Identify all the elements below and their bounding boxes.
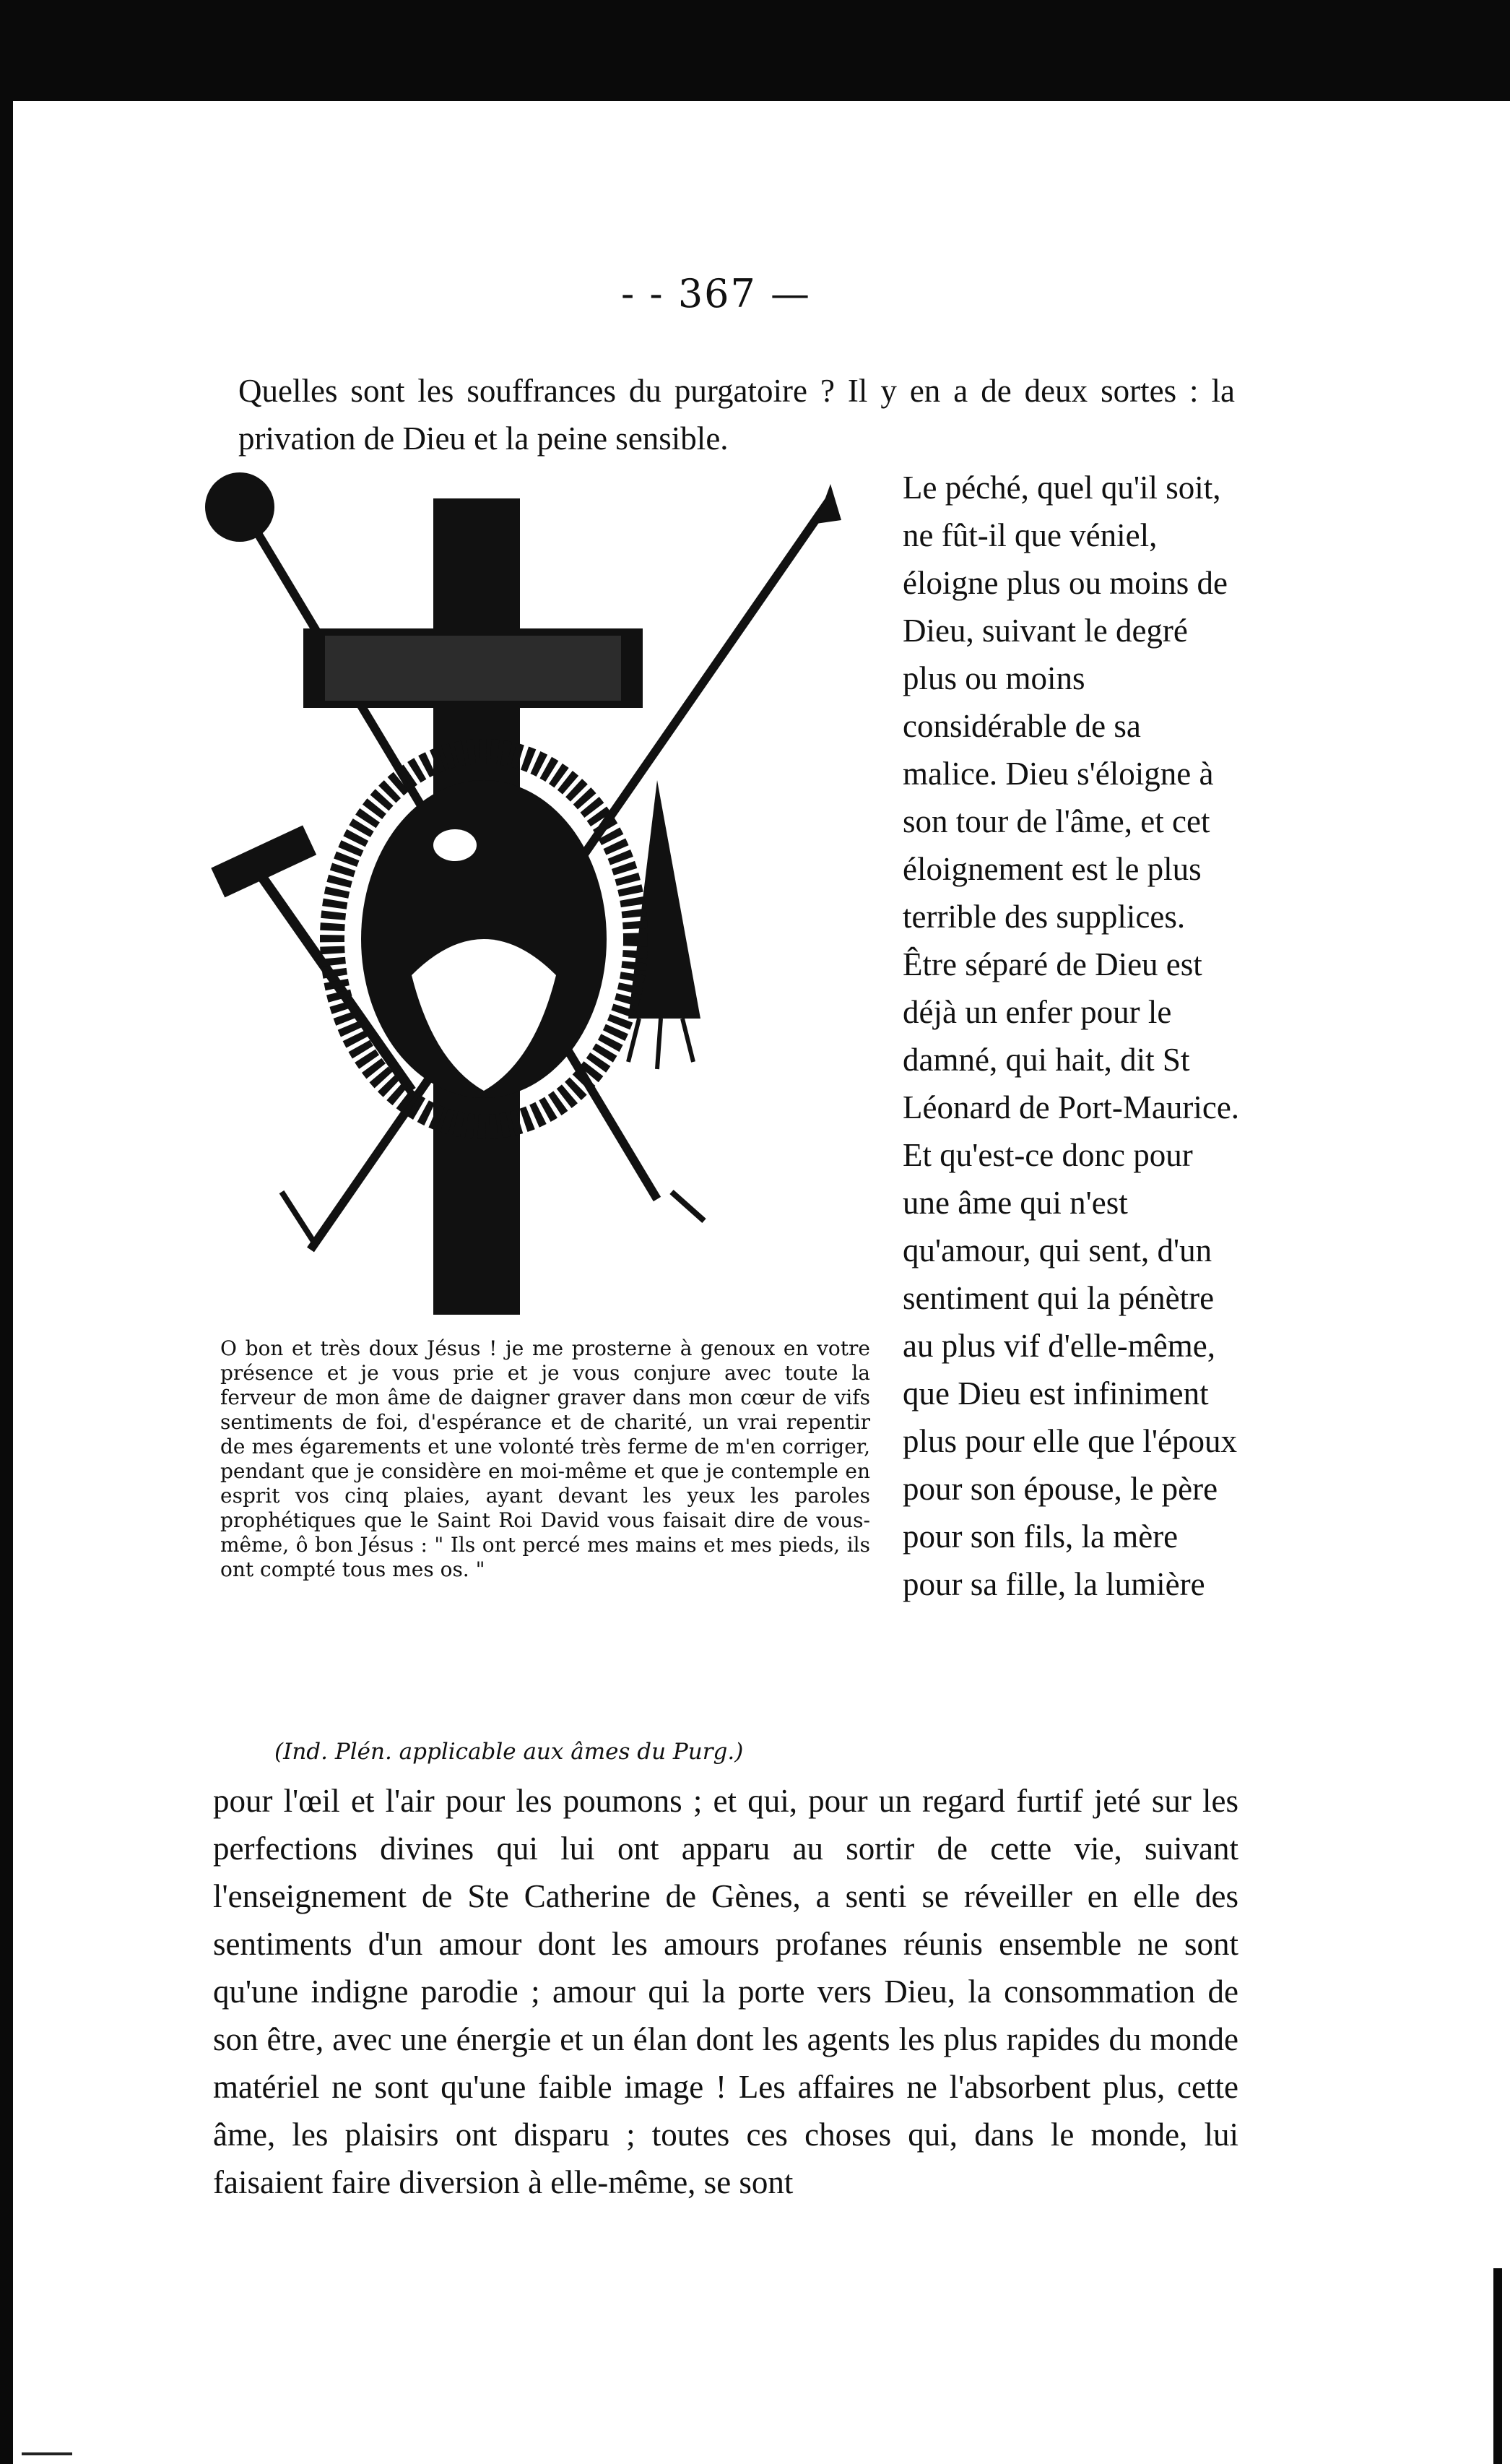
continuation-paragraph: pour l'œil et l'air pour les poumons ; et qui, pour un regard furtif jeté sur les perfections divines qui lui ont apparu au sortir de cette vie, suivant l'enseignement de Ste Catherine de Gènes, a senti se réveiller en elle des sentiments d'un amour dont les amours profanes réunis ensemble ne sont qu'une indigne parodie ; amour qui la porte vers Dieu, la consommation de son être, avec une énergie et un élan dont les agents les plus rapides du monde matériel ne sont qu'une faible image ! Les affaires ne l'absorbent plus, cette âme, les plaisirs ont disparu ; toutes ces choses qui, dans le monde, lui faisaient faire diversion à elle-même, se sont xyxy=(213,1783,1238,2200)
instruments-of-passion-illustration xyxy=(195,470,903,1329)
spear-tip xyxy=(816,484,841,524)
nail-left xyxy=(282,1192,314,1242)
prayer-source-note: (Ind. Plén. applicable aux âmes du Purg.) xyxy=(274,1739,744,1765)
page-number: - - 367 — xyxy=(621,271,812,316)
scan-bottom-mark xyxy=(22,2452,72,2455)
opening-paragraph: Quelles sont les souffrances du purgatoire ? Il y en a de deux sortes : la privation de Dieu et la peine sensible. xyxy=(238,373,1235,457)
scan-top-border xyxy=(0,0,1510,101)
scan-right-edge-mark xyxy=(1493,2268,1502,2464)
crossbeam-carving xyxy=(325,636,621,701)
side-column-paragraph: Le péché, quel qu'il soit, ne fût-il que véniel, éloigne plus ou moins de Dieu, suivant le degré plus ou moins considérable de sa malice. Dieu s'éloigne à son tour de l'âme, et cet éloignement est le plus terrible des supplices. Être séparé de Dieu est déjà un enfer pour le damné, qui hait, dit St Léonard de Port-Maurice. Et qu'est-ce donc pour une âme qui n'est qu'amour, qui sent, d'un sentiment qui la pénètre au plus vif d'elle-même, que Dieu est infiniment plus pour elle que l'époux pour son épouse, le père pour son fils, la mère pour sa fille, la lumière xyxy=(903,470,1240,1602)
nail-right xyxy=(672,1192,704,1221)
scan-left-border xyxy=(0,101,13,2464)
crucifixion-engraving xyxy=(195,470,903,1329)
sponge-on-reed xyxy=(205,472,274,542)
indulgenced-prayer: O bon et très doux Jésus ! je me prosterne à genoux en votre présence et je vous prie et je vous conjure avec toute la ferveur de mon âme de daigner graver dans mon cœur de vifs sentiments de foi, d'espérance et de charité, un vrai repentir de mes égarements et une volonté très ferme de m'en corriger, pendant que je considère en moi-même et que je contemple en esprit vos cinq plaies, ayant devant les yeux les paroles prophétiques que le Saint Roi David vous faisait dire de vous-même, ô bon Jésus : " Ils ont percé mes mains et mes pieds, ils ont compté tous mes os. " xyxy=(220,1336,870,1581)
